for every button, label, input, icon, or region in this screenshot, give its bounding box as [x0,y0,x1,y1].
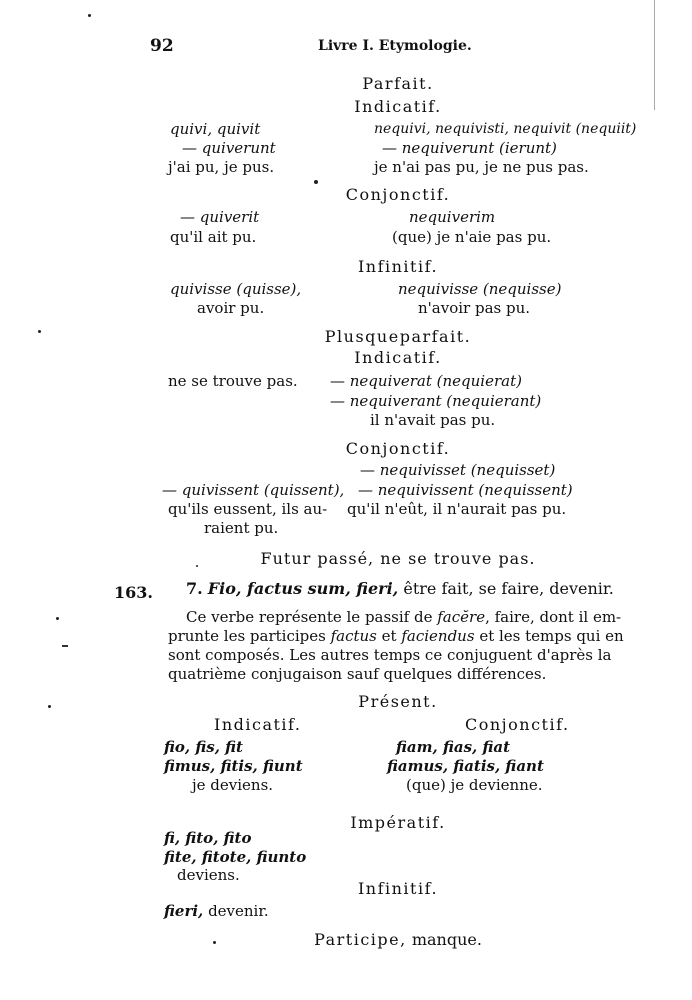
paragraph-line [168,648,612,663]
latin-form: — nequiverant (nequierant) [330,392,542,410]
translation: devenir. [208,902,269,920]
ink-speck [314,180,318,184]
section-title-plusqueparfait: Plusqueparfait. [324,327,472,346]
translation: il n'avait pas pu. [370,411,496,429]
latin-form: — nequiverat (nequierat) [330,372,522,390]
mood-label-conjonctif: Conjonctif. [465,715,570,734]
heading-number: 7. [186,579,203,598]
text: prunte les participes [168,627,331,645]
mood-label-indicatif: Indicatif. [214,715,302,734]
latin-form: fiam, fias, fiat [396,738,511,756]
text: et [376,627,402,645]
margin-dash [62,645,68,647]
latin-form: fio, fis, fit [164,738,243,756]
ink-speck [48,705,51,708]
mood-label-conjonctif: Conjonctif. [345,439,451,458]
translation: ne se trouve pas. [168,372,298,390]
translation: deviens. [177,866,240,884]
paragraph-line [186,610,621,625]
translation: qu'il ait pu. [170,228,257,246]
text: Ce verbe représente le passif de [186,608,438,626]
text: quatrième conjugaison sauf quelques différences. [168,665,547,683]
translation: j'ai pu, je pus. [168,158,275,176]
translation: avoir pu. [197,299,265,317]
translation: (que) je n'aie pas pu. [392,228,552,246]
translation: je deviens. [192,776,274,794]
translation: qu'il n'eût, il n'aurait pas pu. [347,500,567,518]
page-number: 92 [150,36,174,56]
translation: qu'ils eussent, ils au- [168,500,328,518]
mood-label-conjonctif: Conjonctif. [345,185,451,204]
latin-form: fieri, [164,902,204,920]
text: , faire, dont il em- [485,608,622,626]
text-italic: facĕre [437,608,486,626]
latin-form: — nequiverunt (ierunt) [382,139,557,157]
ink-speck [56,617,59,620]
futur-passe-note: Futur passé, ne se trouve pas. [260,549,536,568]
latin-form: — quiverit [180,208,260,226]
participe-label: Participe, [314,930,407,949]
paragraph-line [168,667,546,682]
text-italic: factus [330,627,377,645]
ink-speck [196,565,198,567]
section-heading [186,581,614,597]
latin-form: fimus, fitis, fiunt [164,757,303,775]
text-italic: faciendus [401,627,475,645]
mood-label-imperatif: Impératif. [350,813,446,832]
latin-form: nequiverim [409,208,496,226]
latin-form: — quivissent (quissent), [162,481,345,499]
latin-form: fite, fitote, fiunto [164,848,307,866]
section-title-parfait: Parfait. [362,74,434,93]
latin-form: — nequivisset (nequisset) [360,461,556,479]
translation: raient pu. [204,519,279,537]
latin-form: — quiverunt [182,139,276,157]
participe-value: manque. [411,930,482,949]
latin-form: nequivisse (nequisse) [398,280,562,298]
section-number: 163. [114,583,153,602]
right-edge-line [654,0,655,110]
mood-label-infinitif: Infinitif. [357,879,439,898]
text: et les temps qui en [474,627,624,645]
running-title: Livre I. Etymologie. [318,38,472,54]
mood-label-indicatif: Indicatif. [354,348,442,367]
translation: n'avoir pas pu. [418,299,531,317]
latin-form: fiamus, fiatis, fiant [387,757,544,775]
tense-title-present: Présent. [358,692,438,711]
mood-label-indicatif: Indicatif. [354,97,442,116]
latin-form: — nequivissent (nequissent) [358,481,573,499]
ink-speck [213,941,216,944]
translation: je n'ai pas pu, je ne pus pas. [374,158,589,176]
latin-form: nequivi, nequivisti, nequivit (nequiit) [374,121,637,137]
text: sont composés. Les autres temps ce conjuguent d'après la [168,646,612,664]
ink-speck [88,14,91,17]
ink-speck [38,330,41,333]
paragraph-line [168,629,624,644]
latin-form: quivisse (quisse), [170,280,302,298]
mood-label-infinitif: Infinitif. [357,257,439,276]
infinitive-line [164,904,269,919]
heading-latin: Fio, factus sum, fieri, [207,579,399,598]
participe-note [314,932,482,948]
heading-french: être fait, se faire, devenir. [403,579,614,598]
latin-form: fi, fito, fito [164,829,252,847]
translation: (que) je devienne. [406,776,543,794]
latin-form: quivi, quivit [170,120,261,138]
